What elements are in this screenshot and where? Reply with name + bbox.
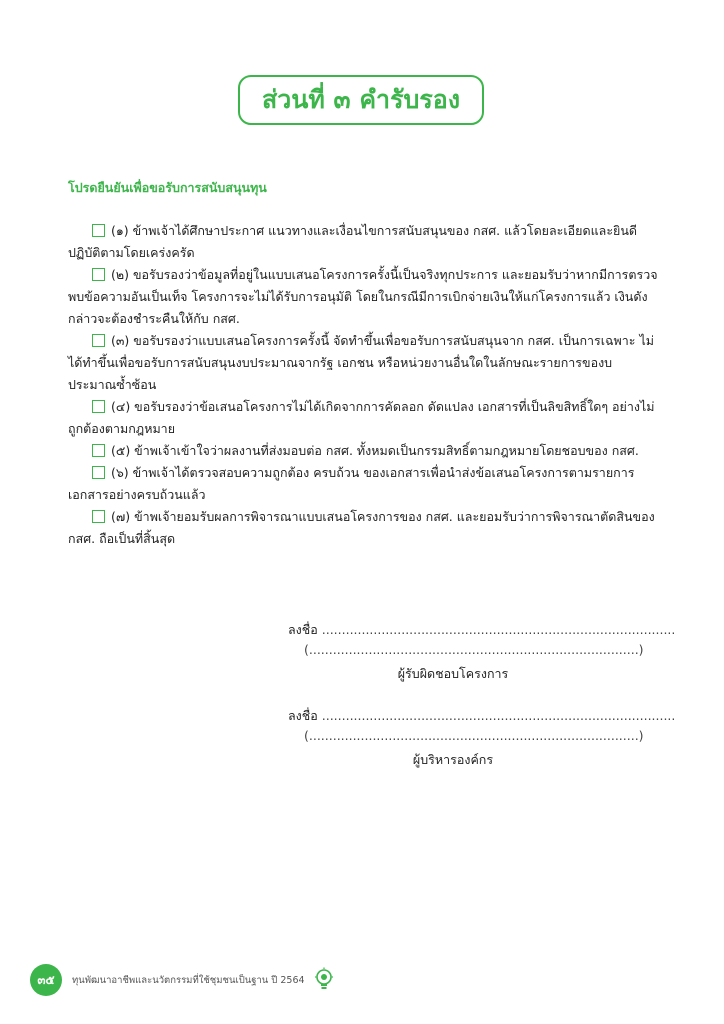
page-footer bbox=[30, 964, 335, 996]
certification-item-1 bbox=[68, 220, 660, 264]
page-number: ๓๕ bbox=[30, 964, 62, 996]
certification-list bbox=[68, 220, 660, 550]
checkbox-1[interactable] bbox=[92, 224, 105, 237]
item-text: (๕) ข้าพเจ้าเข้าใจว่าผลงานที่ส่งมอบต่อ กสศ. ทั้งหมดเป็นกรรมสิทธิ์ตามกฎหมายโดยชอบของ กสศ. bbox=[111, 443, 639, 458]
certification-item-2 bbox=[68, 264, 660, 330]
certification-item-6 bbox=[68, 462, 660, 506]
name-line[interactable]: (...................................................................................) bbox=[304, 642, 644, 657]
checkbox-3[interactable] bbox=[92, 334, 105, 347]
checkbox-5[interactable] bbox=[92, 444, 105, 457]
certification-item-3 bbox=[68, 330, 660, 396]
certification-item-5 bbox=[68, 440, 660, 462]
checkbox-4[interactable] bbox=[92, 400, 105, 413]
signature-label: ลงชื่อ bbox=[288, 622, 318, 637]
item-text: (๓) ขอรับรองว่าแบบเสนอโครงการครั้งนี้ จัดทำขึ้นเพื่อขอรับการสนับสนุนจาก กสศ. เป็นการเฉพาะ ไม่ได้ทำขึ้นเพื่อขอรับการสนับสนุนงบประมาณจากรัฐ เอกชน หรือหน่วยงานอื่นใดในลักษณะรายการของบประมาณซ้ำซ้อน bbox=[68, 333, 655, 392]
section-title: ส่วนที่ ๓ คำรับรอง bbox=[261, 85, 461, 114]
checkbox-2[interactable] bbox=[92, 268, 105, 281]
signature-label: ลงชื่อ bbox=[288, 708, 318, 723]
certification-item-7 bbox=[68, 506, 660, 550]
checkbox-6[interactable] bbox=[92, 466, 105, 479]
checkbox-7[interactable] bbox=[92, 510, 105, 523]
name-line[interactable]: (...................................................................................) bbox=[304, 728, 644, 743]
item-text: (๔) ขอรับรองว่าข้อเสนอโครงการไม่ได้เกิดจากการคัดลอก ดัดแปลง เอกสารที่เป็นลิขสิทธิ์ใดๆ อย่างไม่ถูกต้องตามกฎหมาย bbox=[68, 399, 655, 436]
lightbulb-icon bbox=[313, 967, 335, 993]
item-text: (๖) ข้าพเจ้าได้ตรวจสอบความถูกต้อง ครบถ้วน ของเอกสารเพื่อนำส่งข้อเสนอโครงการตามรายการเอกสารอย่างครบถ้วนแล้ว bbox=[68, 465, 635, 502]
signature-role: ผู้บริหารองค์กร bbox=[412, 752, 494, 767]
item-text: (๒) ขอรับรองว่าข้อมูลที่อยู่ในแบบเสนอโครงการครั้งนี้เป็นจริงทุกประการ และยอมรับว่าหากมีการตรวจพบข้อความอันเป็นเท็จ โครงการจะไม่ได้รับการอนุมัติ โดยในกรณีมีการเบิกจ่ายเงินให้แก่โครงการแล้ว เงินดังกล่าวจะต้องชำระคืนให้กับ กสศ. bbox=[68, 267, 658, 326]
section-title-box bbox=[238, 75, 484, 125]
footer-text: ทุนพัฒนาอาชีพและนวัตกรรมที่ใช้ชุมชนเป็นฐาน ปี 2564 bbox=[72, 974, 305, 986]
signature-block-project-lead bbox=[288, 620, 676, 686]
certification-item-4 bbox=[68, 396, 660, 440]
item-text: (๑) ข้าพเจ้าได้ศึกษาประกาศ แนวทางและเงื่อนไขการสนับสนุนของ กสศ. แล้วโดยละเอียดและยินดีปฏิบัติตามโดยเคร่งครัด bbox=[68, 223, 638, 260]
subtitle: โปรดยืนยันเพื่อขอรับการสนับสนุนทุน bbox=[68, 180, 267, 195]
signature-block-org-exec bbox=[288, 706, 676, 772]
item-text: (๗) ข้าพเจ้ายอมรับผลการพิจารณาแบบเสนอโครงการของ กสศ. และยอมรับว่าการพิจารณาตัดสินของ กสศ. ถือเป็นที่สิ้นสุด bbox=[68, 509, 655, 546]
signature-line[interactable]: ลงชื่อ ......................................................................................... bbox=[288, 708, 676, 723]
signature-role: ผู้รับผิดชอบโครงการ bbox=[397, 666, 509, 681]
signature-line[interactable]: ลงชื่อ ......................................................................................... bbox=[288, 622, 676, 637]
